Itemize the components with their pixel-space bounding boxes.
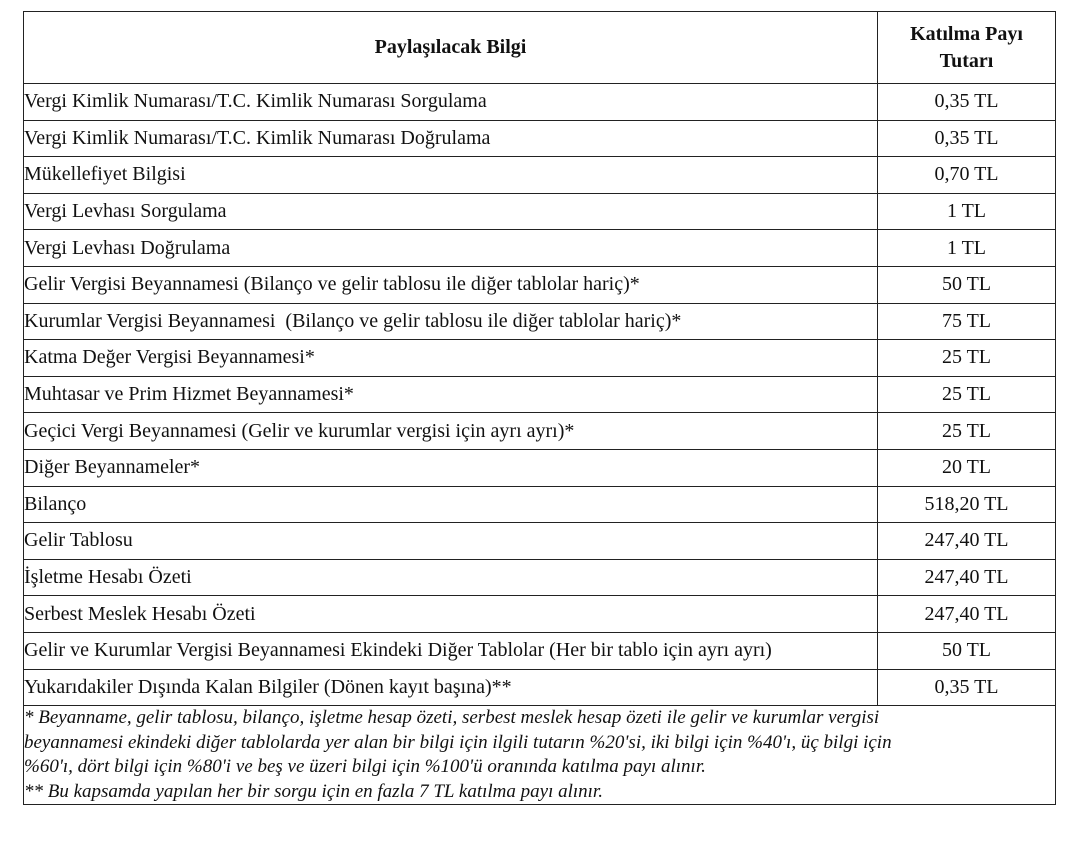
info-cell: İşletme Hesabı Özeti — [24, 559, 878, 596]
fee-cell: 20 TL — [878, 449, 1056, 486]
table-row — [24, 559, 1056, 596]
table-header-row — [24, 12, 1056, 84]
fee-cell: 25 TL — [878, 376, 1056, 413]
table-row — [24, 669, 1056, 706]
table-row — [24, 84, 1056, 121]
fee-cell: 0,70 TL — [878, 157, 1056, 194]
fee-cell: 50 TL — [878, 266, 1056, 303]
fee-cell: 247,40 TL — [878, 596, 1056, 633]
fee-cell: 1 TL — [878, 193, 1056, 230]
info-cell: Gelir ve Kurumlar Vergisi Beyannamesi Ekindeki Diğer Tablolar (Her bir tablo için ayrı ayrı) — [24, 632, 878, 669]
info-cell: Diğer Beyannameler* — [24, 449, 878, 486]
fee-cell: 0,35 TL — [878, 669, 1056, 706]
table-row — [24, 523, 1056, 560]
info-cell: Vergi Levhası Sorgulama — [24, 193, 878, 230]
table-row — [24, 193, 1056, 230]
fee-cell: 0,35 TL — [878, 84, 1056, 121]
table-row — [24, 303, 1056, 340]
footnote-line: * Beyanname, gelir tablosu, bilanço, işletme hesap özeti, serbest meslek hesap özeti ile gelir ve kurumlar vergisi — [24, 707, 880, 729]
info-cell: Gelir Vergisi Beyannamesi (Bilanço ve gelir tablosu ile diğer tablolar hariç)* — [24, 266, 878, 303]
info-cell: Vergi Kimlik Numarası/T.C. Kimlik Numarası Sorgulama — [24, 84, 878, 121]
info-cell: Vergi Kimlik Numarası/T.C. Kimlik Numarası Doğrulama — [24, 120, 878, 157]
info-cell: Geçici Vergi Beyannamesi (Gelir ve kurumlar vergisi için ayrı ayrı)* — [24, 413, 878, 450]
header-info-label: Paylaşılacak Bilgi — [24, 12, 878, 84]
table-row — [24, 376, 1056, 413]
header-fee-label-line1: Katılma Payı — [910, 22, 1023, 45]
table-row — [24, 632, 1056, 669]
table-row — [24, 157, 1056, 194]
table-row — [24, 266, 1056, 303]
info-cell: Kurumlar Vergisi Beyannamesi (Bilanço ve gelir tablosu ile diğer tablolar hariç)* — [24, 303, 878, 340]
header-fee-label — [878, 12, 1056, 84]
fee-table — [23, 11, 1056, 805]
fee-cell: 518,20 TL — [878, 486, 1056, 523]
footnotes — [24, 706, 1056, 805]
fee-cell: 0,35 TL — [878, 120, 1056, 157]
footnote-line: beyannamesi ekindeki diğer tablolarda yer alan bir bilgi için ilgili tutarın %20'si, iki bilgi için %40'ı, üç bilgi için — [24, 731, 892, 753]
info-cell: Katma Değer Vergisi Beyannamesi* — [24, 340, 878, 377]
fee-cell: 75 TL — [878, 303, 1056, 340]
fee-cell: 247,40 TL — [878, 523, 1056, 560]
info-cell: Vergi Levhası Doğrulama — [24, 230, 878, 267]
header-fee-label-line2: Tutarı — [939, 49, 994, 72]
table-row — [24, 449, 1056, 486]
fee-cell: 25 TL — [878, 340, 1056, 377]
footnote-line: ** Bu kapsamda yapılan her bir sorgu için en fazla 7 TL katılma payı alınır. — [24, 780, 603, 802]
info-cell: Gelir Tablosu — [24, 523, 878, 560]
notes-row — [24, 706, 1056, 805]
table-row — [24, 120, 1056, 157]
table-row — [24, 596, 1056, 633]
table-row — [24, 413, 1056, 450]
info-cell: Serbest Meslek Hesabı Özeti — [24, 596, 878, 633]
table-row — [24, 486, 1056, 523]
table-row — [24, 230, 1056, 267]
info-cell: Yukarıdakiler Dışında Kalan Bilgiler (Dönen kayıt başına)** — [24, 669, 878, 706]
table-row — [24, 340, 1056, 377]
fee-cell: 25 TL — [878, 413, 1056, 450]
footnote-line: %60'ı, dört bilgi için %80'i ve beş ve üzeri bilgi için %100'ü oranında katılma payı alınır. — [24, 756, 706, 778]
info-cell: Mükellefiyet Bilgisi — [24, 157, 878, 194]
info-cell: Bilanço — [24, 486, 878, 523]
fee-cell: 50 TL — [878, 632, 1056, 669]
info-cell: Muhtasar ve Prim Hizmet Beyannamesi* — [24, 376, 878, 413]
fee-cell: 247,40 TL — [878, 559, 1056, 596]
fee-cell: 1 TL — [878, 230, 1056, 267]
